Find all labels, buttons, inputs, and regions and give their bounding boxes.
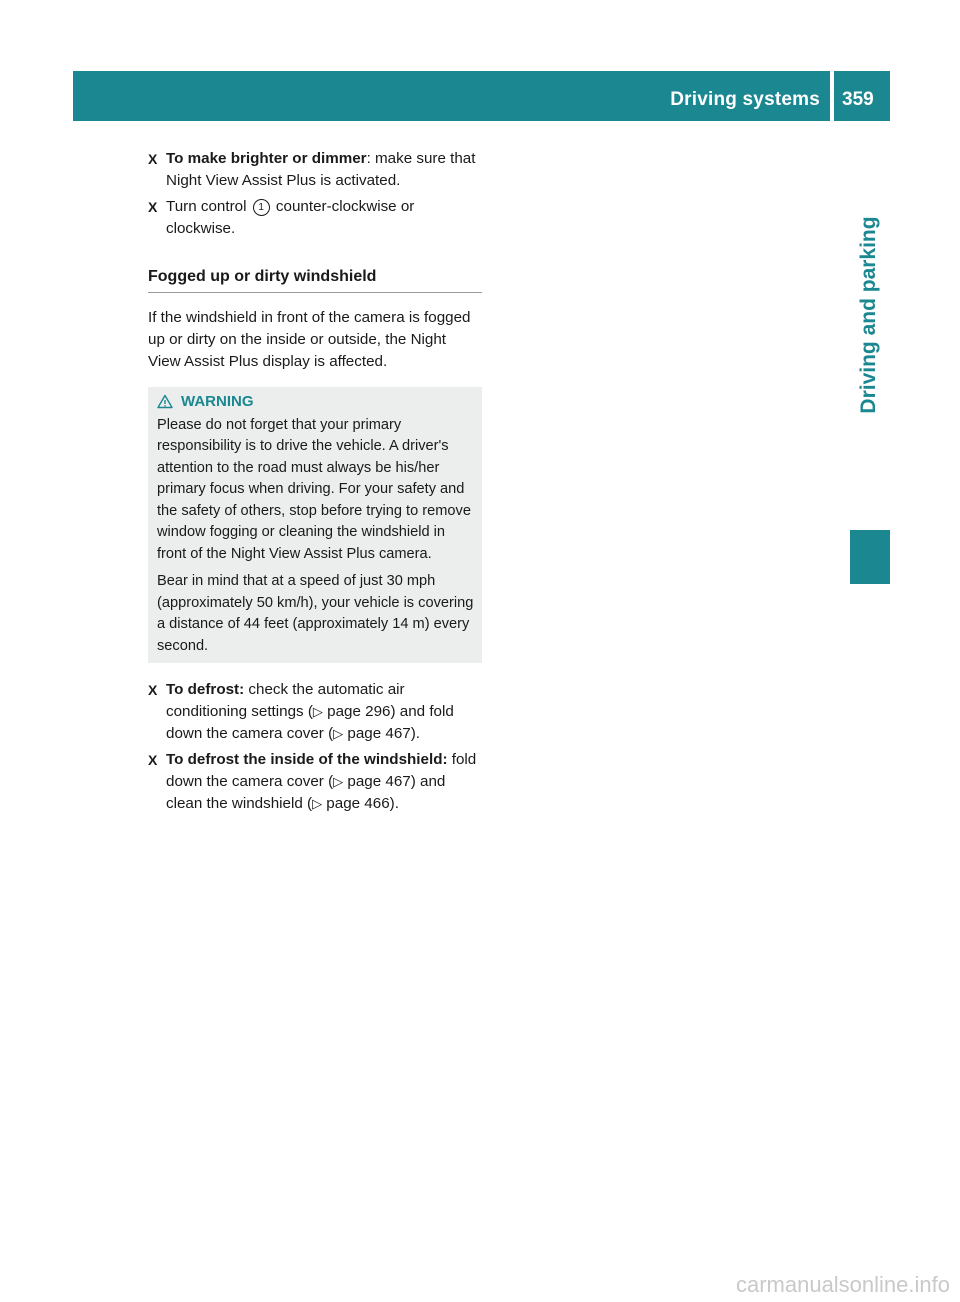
step-text: ). (389, 795, 399, 812)
header-divider (830, 71, 834, 121)
warning-paragraph: Please do not forget that your primary responsibility is to drive the vehicle. A driver's attention to the road must always be his/her primary focus when driving. For your safety and the safety of others, stop before trying to remove window fogging or cleaning the windshield in front of the Night View Assist Plus camera. (157, 416, 471, 562)
running-head-title: Driving systems (670, 89, 820, 110)
page-ref-link[interactable]: page 467 (347, 725, 411, 742)
step-text: Turn control (166, 198, 251, 215)
step-lead: To defrost: (166, 681, 245, 698)
step-text: counter-clockwise or clockwise. (166, 198, 415, 237)
page-ref-arrow-icon: ▷ (312, 796, 323, 811)
step-text: check the automatic air conditioning settings ( (166, 681, 405, 720)
instruction-step (148, 749, 482, 815)
page-ref-link[interactable]: page 467 (347, 773, 411, 790)
side-tab-label: Driving and parking (857, 216, 880, 414)
step-marker-icon: X (148, 682, 158, 698)
section-intro: If the windshield in front of the camera is fogged up or dirty on the inside or outside, the Night View Assist Plus display is affected. (148, 309, 471, 370)
step-lead: To make brighter or dimmer (166, 150, 367, 167)
page-ref-link[interactable]: page 466 (326, 795, 390, 812)
instruction-step (148, 196, 482, 240)
step-text: ). (410, 725, 421, 742)
instruction-step (148, 679, 482, 745)
section-heading: Fogged up or dirty windshield (148, 266, 482, 293)
step-text: : make sure that Night View Assist Plus is activated. (166, 150, 476, 189)
warning-paragraph: Bear in mind that at a speed of just 30 mph (approximately 50 km/h), your vehicle is covering a distance of 44 feet (approximately 14 m) every second. (157, 573, 474, 654)
warning-label: WARNING (181, 393, 254, 410)
defrost-steps (148, 679, 482, 815)
main-column (148, 148, 482, 819)
step-lead: To defrost the inside of the windshield: (166, 751, 448, 768)
page-ref-arrow-icon: ▷ (312, 704, 323, 719)
step-text: ) and fold down the camera cover ( (166, 703, 454, 742)
side-tab-block (850, 530, 890, 584)
callout-number: 1 (253, 199, 270, 216)
page-ref-arrow-icon: ▷ (333, 726, 344, 741)
step-marker-icon: X (148, 151, 158, 167)
page-ref-arrow-icon: ▷ (333, 774, 344, 789)
instruction-step (148, 148, 482, 192)
page-ref-link[interactable]: page 296 (327, 703, 391, 720)
step-text: ) and clean the windshield ( (166, 773, 446, 812)
warning-box (148, 387, 482, 663)
step-marker-icon: X (148, 199, 158, 215)
watermark: carmanualsonline.info (735, 1272, 950, 1297)
warning-triangle-icon (157, 394, 173, 409)
step-marker-icon: X (148, 752, 158, 768)
step-text: fold down the camera cover ( (166, 751, 477, 790)
page-number: 359 (842, 89, 874, 110)
warning-header (157, 391, 474, 413)
